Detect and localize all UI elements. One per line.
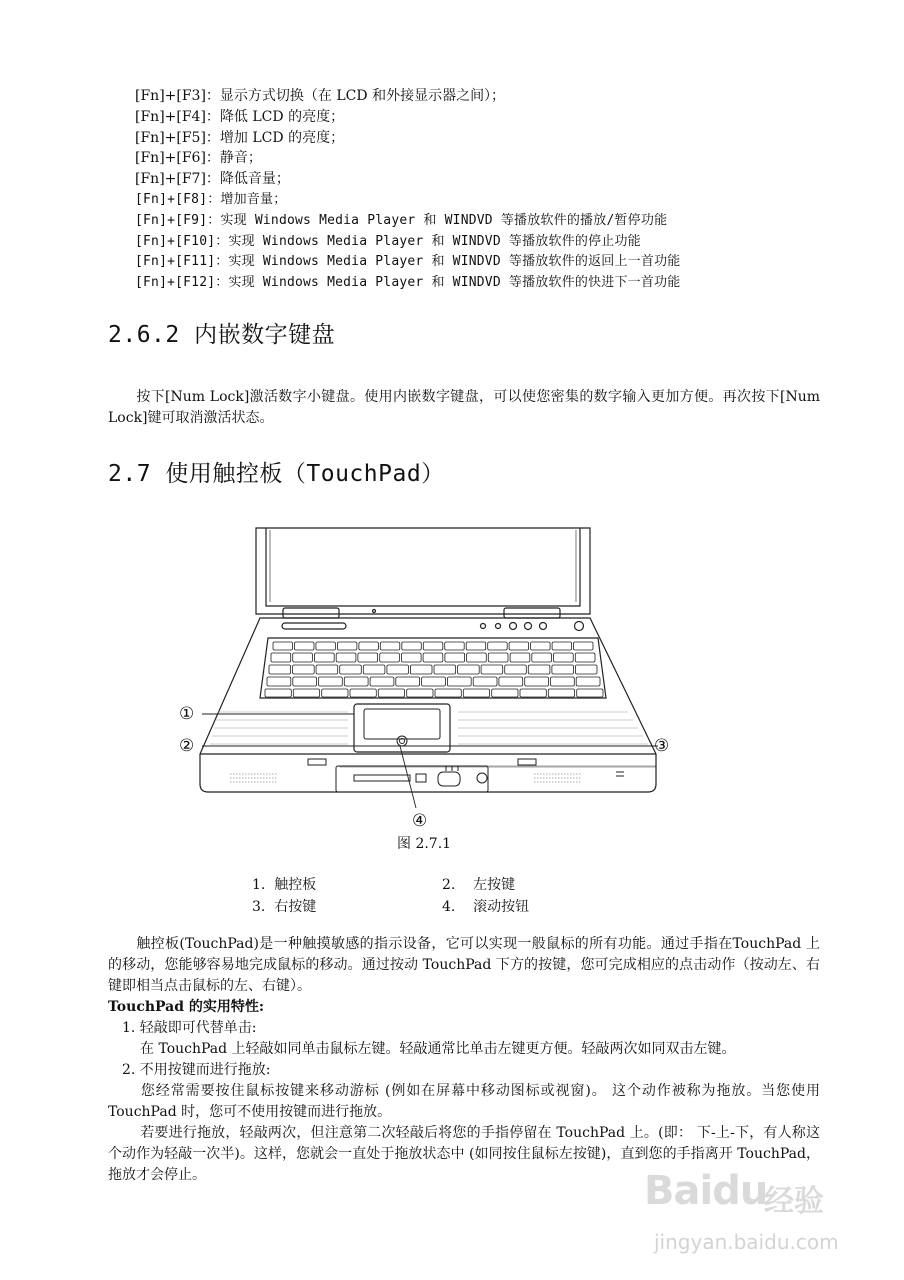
keyboard-key <box>525 677 549 686</box>
keyboard-key <box>265 689 291 697</box>
baidu-watermark <box>634 1168 839 1268</box>
item2-title: 2. 不用按键而进行拖放: <box>122 1062 271 1078</box>
keyboard-key <box>447 677 471 686</box>
keyboard-key <box>315 653 335 662</box>
figure-caption: 图 2.7.1 <box>397 836 452 852</box>
keyboard-key <box>488 642 508 650</box>
fn-key-item: [Fn]+[F7]：降低音量； <box>135 171 290 188</box>
keyboard-key <box>293 665 315 674</box>
keyboard-key <box>293 689 319 697</box>
marker-2: ② <box>179 736 195 756</box>
marker-3: ③ <box>654 736 670 756</box>
keyboard-key <box>401 653 421 662</box>
legend-item: 1. 触控板 <box>252 877 317 893</box>
legend-item: 4. 滚动按钮 <box>442 899 530 915</box>
keyboard-key <box>552 642 572 650</box>
keyboard-key <box>510 653 530 662</box>
features-title: TouchPad 的实用特性: <box>108 999 265 1015</box>
keyboard-key <box>336 653 356 662</box>
keyboard-key <box>554 653 574 662</box>
keyboard-key <box>370 677 394 686</box>
keyboard-key <box>423 642 443 650</box>
keyboard-key <box>473 677 497 686</box>
keyboard-key <box>575 665 597 674</box>
keyboard-key <box>488 653 508 662</box>
keyboard-key <box>505 665 527 674</box>
fn-key-item: [Fn]+[F6]：静音； <box>135 150 262 167</box>
item1-text: 在 TouchPad 上轻敲如同单击鼠标左键。轻敲通常比单击左键更方便。轻敲两次如同双击左键。 <box>140 1041 736 1057</box>
keyboard-key <box>458 665 480 674</box>
keyboard-key <box>492 689 518 697</box>
fn-key-item: [Fn]+[F5]：增加 LCD 的亮度； <box>135 129 345 146</box>
fn-key-item: [Fn]+[F9]：实现 Windows Media Player 和 WINDVD 等播放软件的播放/暂停功能 <box>135 212 668 228</box>
fn-key-list <box>135 86 680 294</box>
keyboard-key <box>435 689 461 697</box>
fn-key-item: [Fn]+[F12]：实现 Windows Media Player 和 WINDVD 等播放软件的快进下一首功能 <box>135 275 681 291</box>
keyboard-key <box>402 642 422 650</box>
keyboard-key <box>520 689 546 697</box>
baidu-logo: Baidu <box>644 1168 768 1214</box>
keyboard-key <box>267 677 291 686</box>
keyboard-key <box>344 677 368 686</box>
fn-key-item: [Fn]+[F8]：增加音量； <box>135 191 287 207</box>
keyboard-key <box>269 665 291 674</box>
item2-text: 您经常需要按住鼠标按键来移动游标 (例如在屏幕中移动图标或视窗)。 这个动作被称为拖放。当您使用 TouchPad 时，您可不使用按键而进行拖放。 <box>108 1083 820 1120</box>
keyboard-key <box>467 653 487 662</box>
keyboard-key <box>340 665 362 674</box>
keyboard-key <box>322 689 348 697</box>
keyboard-key <box>577 689 603 697</box>
section-heading-262: 2.6.2 内嵌数字键盘 <box>108 322 336 348</box>
keyboard-key <box>363 665 385 674</box>
item2-text2: 若要进行拖放，轻敲两次，但注意第二次轻敲后将您的手指停留在 TouchPad 上。(即： 下-上-下，有人称这个动作为轻敲一次半)。这样，您就会一直处于拖放状态中 (如同按住鼠标左按键)，直到您的手指离开 TouchPad，拖放才会停止。 <box>108 1125 820 1183</box>
watermark-url: jingyan.baidu.com <box>654 1230 839 1254</box>
item1-title: 1. 轻敲即可代替单击: <box>122 1020 257 1036</box>
keyboard-key <box>380 653 400 662</box>
numlock-paragraph-text: 按下[Num Lock]激活数字小键盘。使用内嵌数字键盘，可以使您密集的数字输入更加方便。再次按下[Num Lock]键可取消激活状态。 <box>108 389 820 426</box>
keyboard-key <box>358 653 378 662</box>
keyboard-key <box>531 642 551 650</box>
keyboard-key <box>350 689 376 697</box>
keyboard-key <box>481 665 503 674</box>
watermark-cn: 经验 <box>764 1184 824 1219</box>
figure-legend <box>252 874 652 918</box>
keyboard-key <box>396 677 420 686</box>
keyboard-key <box>532 653 552 662</box>
keyboard-key <box>552 665 574 674</box>
numlock-paragraph <box>108 387 820 429</box>
legend-item: 3. 右按键 <box>252 899 317 915</box>
keyboard-key <box>445 642 465 650</box>
keyboard-key <box>316 665 338 674</box>
keyboard-key <box>574 642 594 650</box>
keyboard-key <box>293 653 313 662</box>
keyboard-key <box>434 665 456 674</box>
keyboard-key <box>576 677 600 686</box>
keyboard-key <box>295 642 315 650</box>
keyboard-key <box>551 677 575 686</box>
fn-key-item: [Fn]+[F4]：降低 LCD 的亮度； <box>135 108 345 125</box>
keyboard-key <box>387 665 409 674</box>
keyboard-key <box>528 665 550 674</box>
keyboard-key <box>319 677 343 686</box>
keyboard-key <box>271 653 291 662</box>
keyboard-key <box>466 642 486 650</box>
fn-key-item: [Fn]+[F11]：实现 Windows Media Player 和 WINDVD 等播放软件的返回上一首功能 <box>135 254 681 270</box>
keyboard-key <box>463 689 489 697</box>
section-heading-27: 2.7 使用触控板（TouchPad） <box>108 461 445 487</box>
keyboard-key <box>407 689 433 697</box>
keyboard-key <box>337 642 357 650</box>
legend-item: 2. 左按键 <box>442 877 516 893</box>
laptop-figure <box>178 522 688 827</box>
marker-4: ④ <box>412 811 428 827</box>
keyboard-key <box>273 642 293 650</box>
keyboard-key <box>378 689 404 697</box>
keyboard-key <box>575 653 595 662</box>
keyboard-key <box>293 677 317 686</box>
fn-key-item: [Fn]+[F10]：实现 Windows Media Player 和 WINDVD 等播放软件的停止功能 <box>135 233 641 249</box>
touchpad-intro: 触控板(TouchPad)是一种触摸敏感的指示设备，它可以实现一般鼠标的所有功能。通过手指在TouchPad 上的移动，您能够容易地完成鼠标的移动。通过按动 TouchPad 下方的按键，您可完成相应的点击动作（按动左、右键即相当点击鼠标的左、右键）。 <box>108 936 820 994</box>
keyboard-key <box>316 642 336 650</box>
marker-1: ① <box>179 704 195 724</box>
fn-key-item: [Fn]+[F3]：显示方式切换（在 LCD 和外接显示器之间）； <box>135 88 506 104</box>
keyboard-key <box>380 642 400 650</box>
keyboard-key <box>445 653 465 662</box>
keyboard-key <box>548 689 574 697</box>
keyboard-key <box>410 665 432 674</box>
keyboard-key <box>423 653 443 662</box>
keyboard-key <box>509 642 528 650</box>
laptop-illustration <box>178 522 688 827</box>
keyboard-key <box>499 677 523 686</box>
keyboard-key <box>359 642 379 650</box>
keyboard-key <box>422 677 446 686</box>
